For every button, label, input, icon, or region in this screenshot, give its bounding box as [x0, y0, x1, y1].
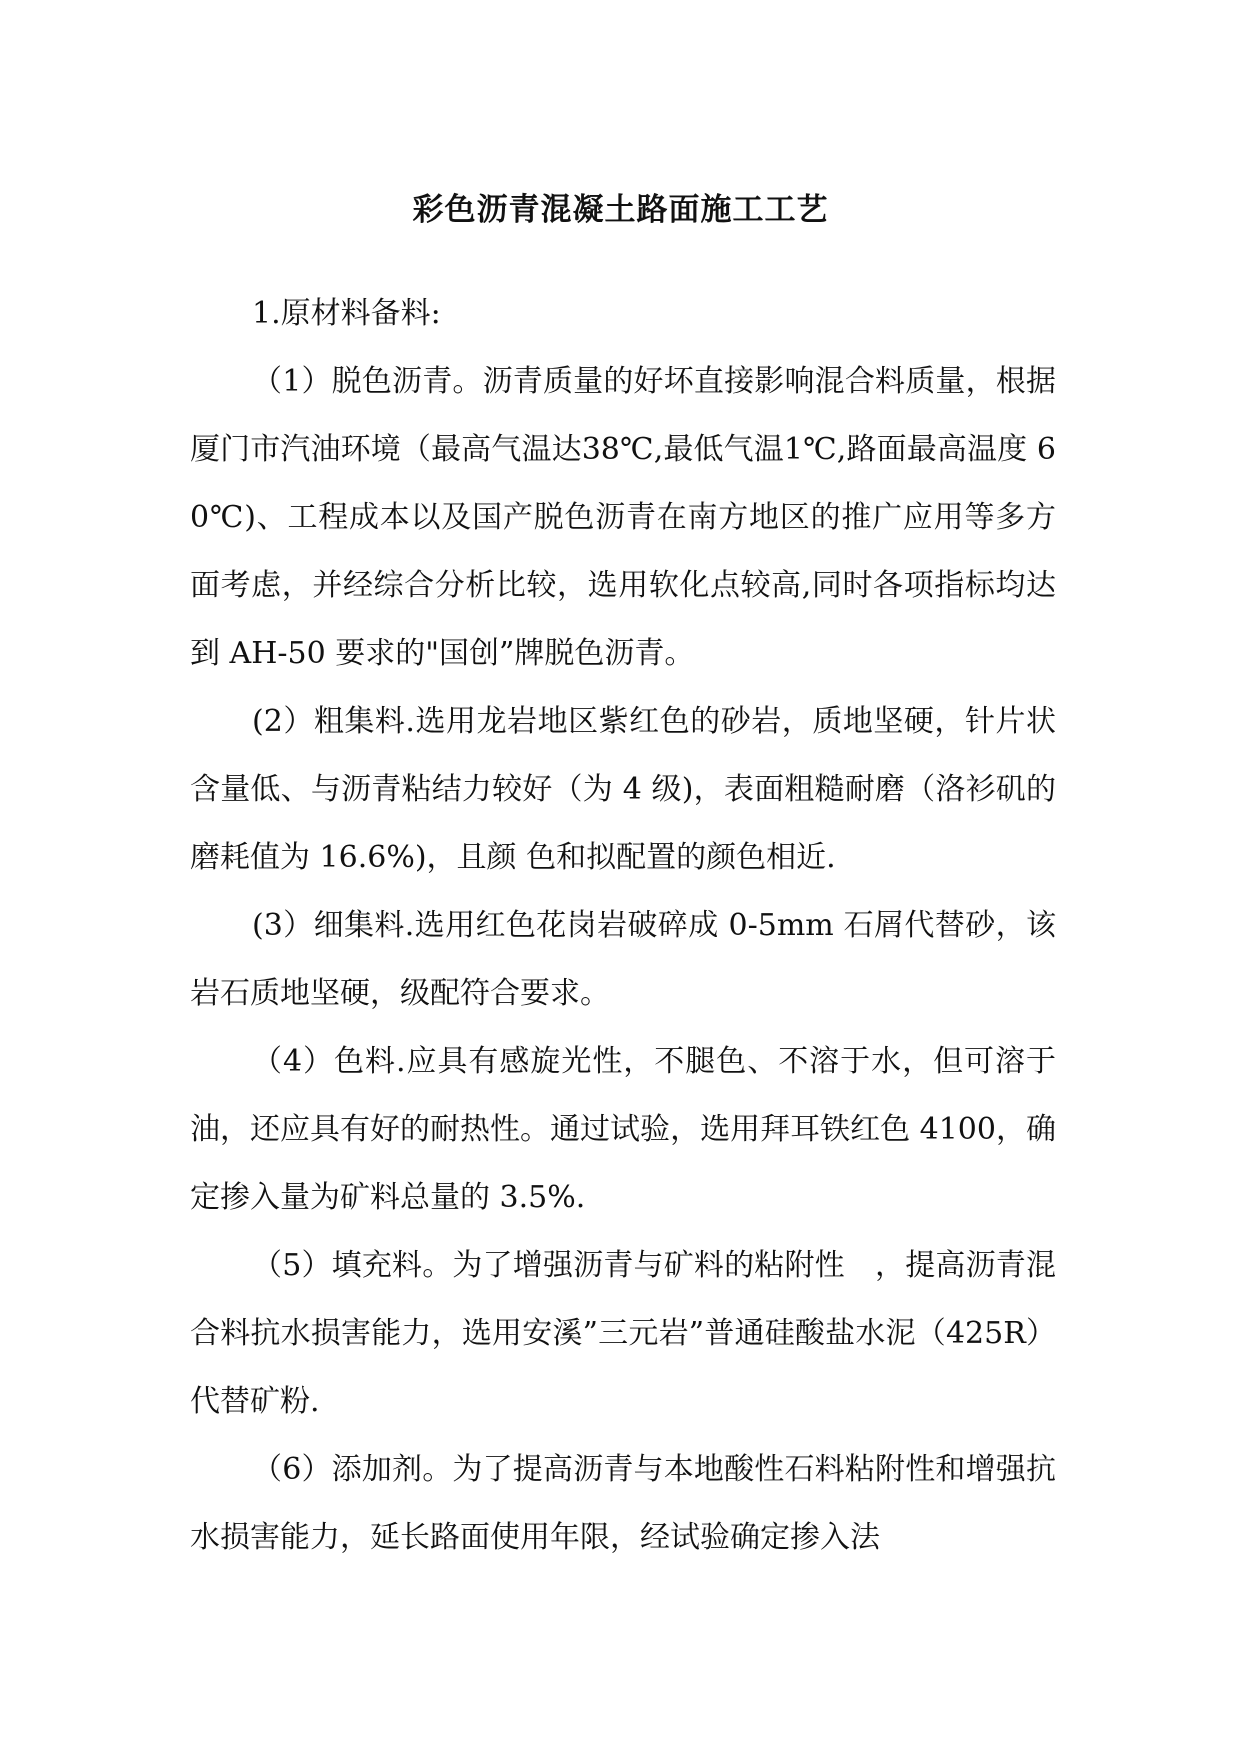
- paragraph-fine-aggregate: (3）细集料.选用红色花岗岩破碎成 0-5mm 石屑代替砂，该岩石质地坚硬，级配符合要求。: [190, 908, 1056, 1011]
- document-title: 彩色沥青混凝土路面施工工艺: [412, 192, 829, 228]
- paragraph-pigment: （4）色料.应具有感旋光性，不腿色、不溶于水，但可溶于油，还应具有好的耐热性。通过试验，选用拜耳铁红色 4100，确定掺入量为矿料总量的 3.5%.: [190, 1044, 1056, 1215]
- paragraph-coarse-aggregate: (2）粗集料.选用龙岩地区紫红色的砂岩，质地坚硬，针片状含量低、与沥青粘结力较好（为 4 级)，表面粗糙耐磨（洛衫矶的磨耗值为 16.6%)，且颜 色和拟配置的颜色相近.: [190, 704, 1056, 875]
- paragraph-additive: （6）添加剂。为了提高沥青与本地酸性石料粘附性和增强抗水损害能力，延长路面使用年限，经试验确定掺入法: [190, 1452, 1056, 1555]
- document-body: [190, 280, 1056, 1572]
- paragraph-decolored-asphalt: （1）脱色沥青。沥青质量的好坏直接影响混合料质量，根据厦门市汽油环境（最高气温达38℃,最低气温1℃,路面最高温度 60℃)、工程成本以及国产脱色沥青在南方地区的推广应用等多方面考虑，并经综合分析比较，选用软化点较高,同时各项指标均达到 AH-50 要求的"国创”牌脱色沥青。: [190, 364, 1056, 671]
- section-heading: 1.原材料备料:: [252, 296, 441, 331]
- paragraph-filler: （5）填充料。为了增强沥青与矿料的粘附性 ，提高沥青混合料抗水损害能力，选用安溪”三元岩”普通硅酸盐水泥（425R）代替矿粉.: [190, 1248, 1056, 1419]
